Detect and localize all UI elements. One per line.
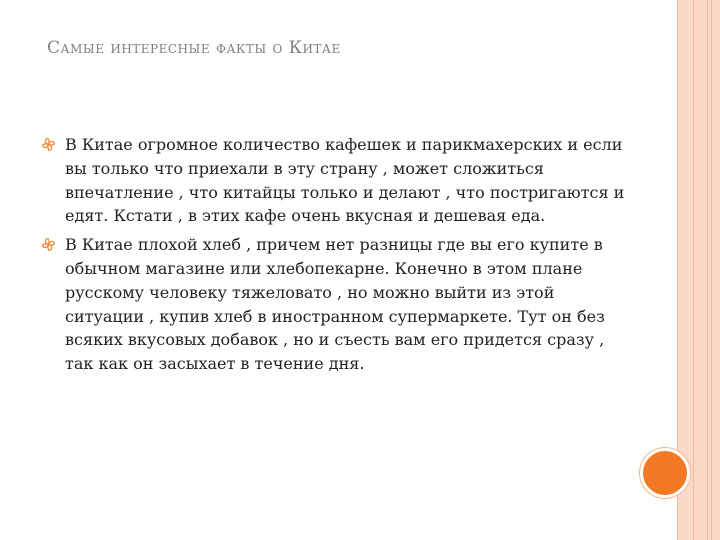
bullet-list [40, 133, 630, 381]
side-decoration-line [693, 0, 694, 540]
bullet-item [40, 133, 630, 228]
bullet-text: В Китае огромное количество кафешек и парикмахерских и если вы только что приехали в эту страну , может сложиться впечатление , что китайцы только и делают , что постригаются и едят. Кстати , в этих кафе очень вкусная и дешевая еда. [65, 135, 625, 226]
side-decoration-line [711, 0, 712, 540]
side-decoration-line [707, 0, 708, 540]
bullet-text: В Китае плохой хлеб , причем нет разницы где вы его купите в обычном магазине или хлебопекарне. Конечно в этом плане русскому человеку тяжеловато , но можно выйти из этой ситуации , купив хлеб в иностранном супермаркете. Тут он без всяких вкусовых добавок , но и съесть вам его придется сразу , так как он засыхает в течение дня. [65, 235, 605, 374]
leaf-clover-icon [40, 136, 57, 153]
decorative-circle [640, 448, 690, 498]
bullet-item [40, 233, 630, 376]
slide-title: Самые интересные факты о Китае [47, 38, 341, 58]
leaf-clover-icon [40, 236, 57, 253]
